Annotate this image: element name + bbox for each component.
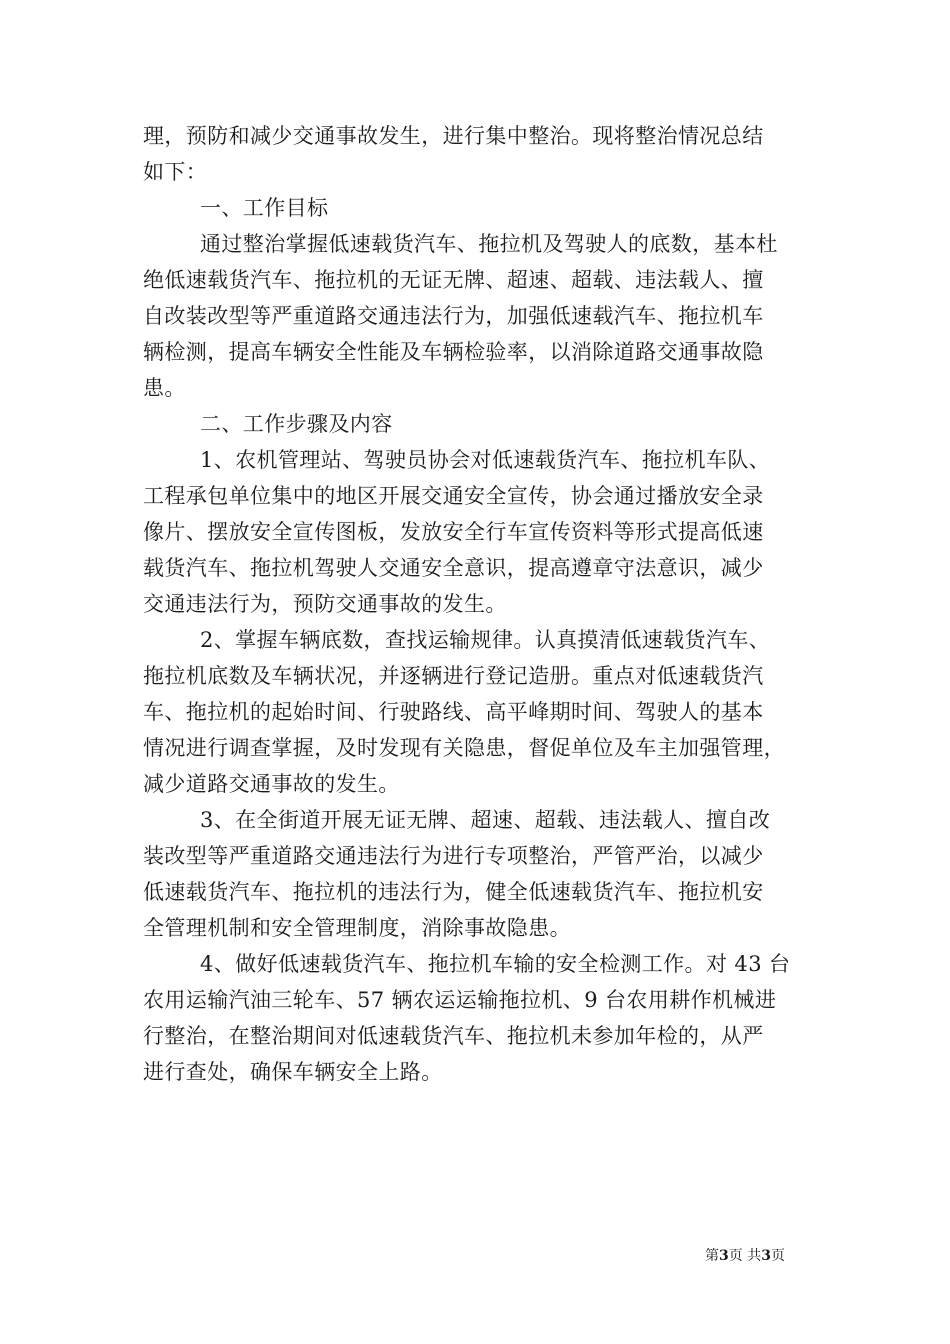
- footer-suffix: 页: [770, 1248, 785, 1264]
- text-line: 如下：: [143, 160, 208, 184]
- text-line: 1、农机管理站、驾驶员协会对低速载货汽车、拖拉机车队、: [200, 448, 771, 472]
- text-line: 2、掌握车辆底数，查找运输规律。认真摸清低速载货汽车、: [200, 628, 771, 652]
- text-line: 像片、摆放安全宣传图板，发放安全行车宣传资料等形式提高低速: [143, 520, 764, 544]
- text-line: 3、在全街道开展无证无牌、超速、超载、违法载人、擅自改: [200, 808, 771, 832]
- footer-middle: 页 共: [728, 1248, 762, 1264]
- text-line: 自改装改型等严重道路交通违法行为，加强低速载汽车、拖拉机车: [143, 304, 764, 328]
- text-line: 工程承包单位集中的地区开展交通安全宣传，协会通过播放安全录: [143, 484, 764, 508]
- text-line: 情况进行调查掌握，及时发现有关隐患，督促单位及车主加强管理，: [143, 736, 785, 760]
- page-footer: [705, 1247, 785, 1265]
- text-line: 绝低速载货汽车、拖拉机的无证无牌、超速、超载、违法载人、擅: [143, 268, 764, 292]
- total-page-number: 3: [761, 1248, 771, 1264]
- text-line: 拖拉机底数及车辆状况，并逐辆进行登记造册。重点对低速载货汽: [143, 664, 764, 688]
- text-line: 理，预防和减少交通事故发生，进行集中整治。现将整治情况总结: [143, 124, 764, 148]
- text-line: 农用运输汽油三轮车、57 辆农运运输拖拉机、9 台农用耕作机械进: [143, 988, 777, 1012]
- section-heading-goals: 一、工作目标: [200, 196, 329, 220]
- text-line: 进行查处，确保车辆安全上路。: [143, 1060, 443, 1084]
- current-page-number: 3: [719, 1248, 729, 1264]
- text-line: 4、做好低速载货汽车、拖拉机车输的安全检测工作。对 43 台: [200, 952, 791, 976]
- text-line: 装改型等严重道路交通违法行为进行专项整治，严管严治，以减少: [143, 844, 764, 868]
- section-heading-steps: 二、工作步骤及内容: [200, 412, 393, 436]
- text-line: 车、拖拉机的起始时间、行驶路线、高平峰期时间、驾驶人的基本: [143, 700, 764, 724]
- text-line: 交通违法行为，预防交通事故的发生。: [143, 592, 507, 616]
- text-line: 辆检测，提高车辆安全性能及车辆检验率，以消除道路交通事故隐: [143, 340, 764, 364]
- text-line: 减少道路交通事故的发生。: [143, 772, 400, 796]
- footer-prefix: 第: [705, 1248, 719, 1264]
- text-line: 低速载货汽车、拖拉机的违法行为，健全低速载货汽车、拖拉机安: [143, 880, 764, 904]
- text-line: 患。: [143, 376, 186, 400]
- text-line: 全管理机制和安全管理制度，消除事故隐患。: [143, 916, 571, 940]
- text-line: 载货汽车、拖拉机驾驶人交通安全意识，提高遵章守法意识，减少: [143, 556, 764, 580]
- document-body: [143, 118, 811, 1090]
- text-line: 通过整治掌握低速载货汽车、拖拉机及驾驶人的底数，基本杜: [200, 232, 778, 256]
- text-line: 行整治，在整治期间对低速载货汽车、拖拉机未参加年检的，从严: [143, 1024, 764, 1048]
